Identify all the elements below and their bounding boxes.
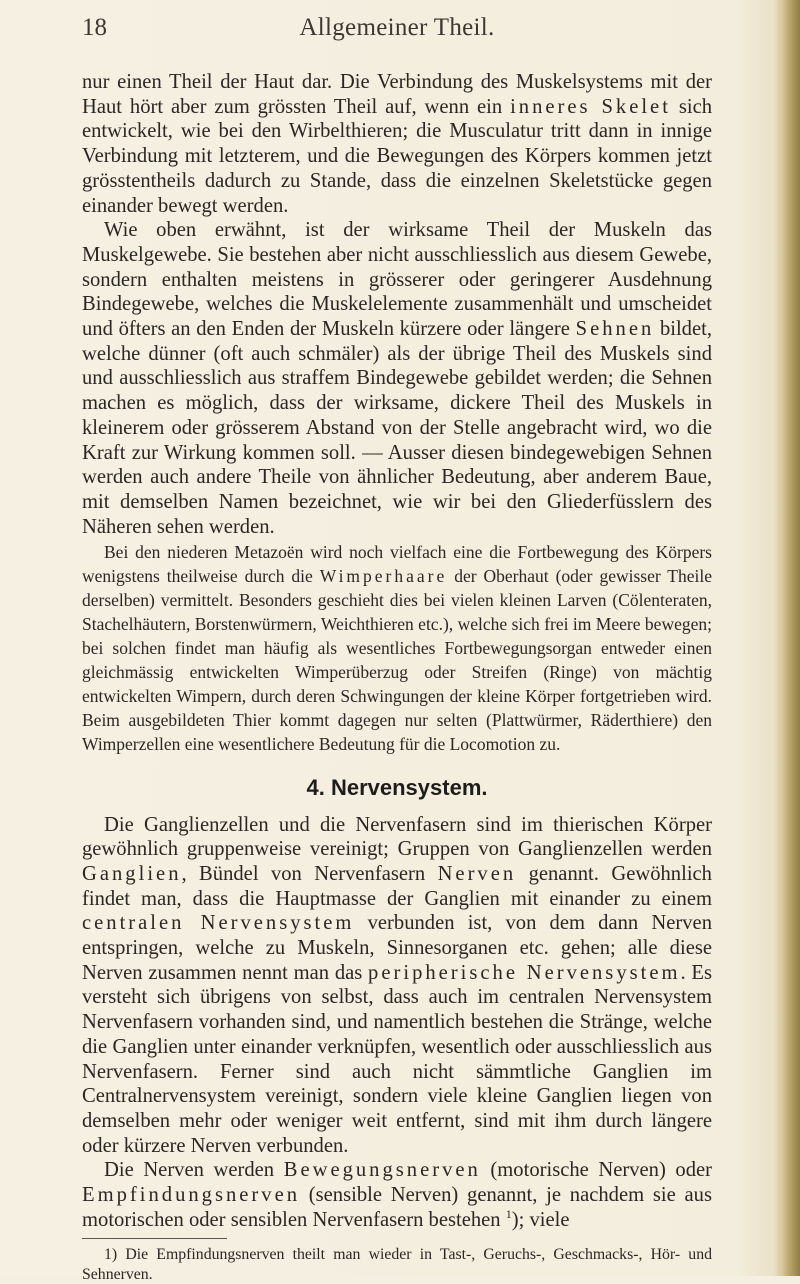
text-segment: sich entwickelt, wie bei den Wirbelthieren; die Musculatur tritt dann in innige Verbindung mit letzterem, und die Bewegungen des Körpers kommen jetzt grösstentheils dadurch zu Stande, dass die einzelnen Skeletstücke gegen einander bewegt werden.: [82, 95, 713, 217]
footnote-reference[interactable]: 1: [505, 1206, 512, 1221]
text-segment: . Es versteht sich übrigens von selbst, dass auch im centralen Nervensystem Nervenfasern vorhanden sind, und namentlich bestehen die Stränge, welche die Ganglien unter einander verknüpfen, wesentlich oder ausschliesslich aus Nervenfasern. Ferner sind auch nicht sämmtliche Ganglien im Centralnervensystem vereinigt, sondern viele kleine Ganglien liegen von demselben mehr oder weniger weit entfernt, sind mit ihm durch längere oder kürzere Nerven verbunden.: [82, 961, 713, 1157]
text-segment: Bei den niederen Metazoën wird noch vielfach eine die Fortbewegung des Körpers wenigstens theilweise durch die: [82, 542, 712, 587]
emphasis-term: inneres Skelet: [510, 95, 671, 118]
page-header: [82, 10, 712, 50]
page-edge: [774, 0, 800, 1276]
emphasis-term: Bewegungsnerven: [283, 1159, 481, 1182]
text-segment: ); viele: [511, 1208, 570, 1231]
text-segment: Die Ganglienzellen und die Nervenfasern sind im thierischen Körper gewöhnlich gruppenweise vereinigt; Gruppen von Ganglienzellen werden: [82, 813, 712, 861]
paragraph-2: [82, 218, 712, 539]
text-segment: verbunden ist, von dem dann Nerven entspringen, welche zu Muskeln, Sinnesorganen etc. gehen; alle diese Nerven zusammen nennt man das: [82, 912, 712, 984]
emphasis-term: Nerven: [437, 862, 517, 885]
text-segment: (sensible Nerven) genannt, je nachdem sie aus motorischen oder sensiblen Nervenfasern bestehen: [82, 1184, 712, 1231]
running-head: Allgemeiner Theil.: [299, 14, 495, 41]
section-heading: 4. Nervensystem.: [306, 774, 488, 800]
text-segment: (motorische Nerven) oder: [490, 1159, 713, 1182]
emphasis-term: peripherische Nervensystem: [368, 961, 681, 984]
footnote-rule: [82, 1238, 227, 1239]
text-segment: Wie oben erwähnt, ist der wirksame Theil der Muskeln das Muskelgewebe. Sie bestehen aber nicht ausschliesslich aus diesem Gewebe, sondern enthalten meistens in grösserer oder geringerer Ausdehnung Bindegewebe, welches die Muskelelemente zusammenhält und umscheidet und öfters an den Enden der Muskeln kürzere oder längere: [82, 219, 712, 341]
text-segment: genannt. Gewöhnlich findet man, dass die Hauptmasse der Ganglien mit einander zu einem: [82, 862, 712, 910]
text-segment: der Oberhaut (oder gewisser Theile derselben) vermittelt. Besonders geschieht dies bei vielen kleinen Larven (Cölenteraten, Stachelhäutern, Borstenwürmern, Weichthieren etc.), welche sich frei im Meere bewegen; bei solchen findet man häufig als wesentliches Fortbewegungsorgan entweder einen gleichmässig entwickelten Wimperüberzug oder Streifen (Ringe) von mächtig entwickelten Wimpern, durch deren Schwingungen der kleine Körper fortgetrieben wird. Beim ausgebildeten Thier kommt dagegen nur selten (Plattwürmer, Räderthiere) den Wimperzellen eine wesentlichere Bedeutung für die Locomotion zu.: [82, 566, 713, 754]
paragraph-5: [82, 1158, 712, 1232]
text-segment: bildet, welche dünner (oft auch schmäler) als der übrige Theil des Muskels sind und ausschliesslich aus straffem Bindegewebe gebildet werden; die Sehnen machen es möglich, dass der wirksame, dickere Theil des Muskels in kleinerem oder grösserem Abstand von der Stelle angebracht wird, wo die Kraft zur Wirkung kommen soll. — Ausser diesen bindegewebigen Sehnen werden auch andere Theile von ähnlicher Bedeutung, aber anderem Baue, mit demselben Namen bezeichnet, wie wir bei den Gliederfüsslern des Näheren sehen werden.: [82, 318, 712, 538]
paragraph-1: [82, 70, 712, 218]
emphasis-term: Wimperhaare: [319, 566, 448, 587]
paragraph-3-small-print: [82, 541, 712, 756]
emphasis-term: centralen Nervensystem: [82, 912, 355, 935]
page-number: 18: [82, 14, 107, 41]
text-segment: , Bündel von Nervenfasern: [181, 862, 426, 885]
emphasis-term: Ganglien: [82, 862, 182, 885]
page-body: [82, 70, 712, 1284]
text-segment: nur einen Theil der Haut dar. Die Verbindung des Muskelsystems mit der Haut hört aber zum grössten Theil auf, wenn ein: [82, 71, 712, 118]
emphasis-term: Sehnen: [575, 318, 655, 341]
emphasis-term: Empfindungsnerven: [82, 1184, 301, 1207]
text-segment: Die Nerven werden: [104, 1159, 275, 1182]
footnote: 1) Die Empfindungsnerven theilt man wieder in Tast-, Geruchs-, Geschmacks-, Hör- und Sehnerven.: [82, 1246, 712, 1283]
paragraph-4: [82, 813, 712, 1159]
